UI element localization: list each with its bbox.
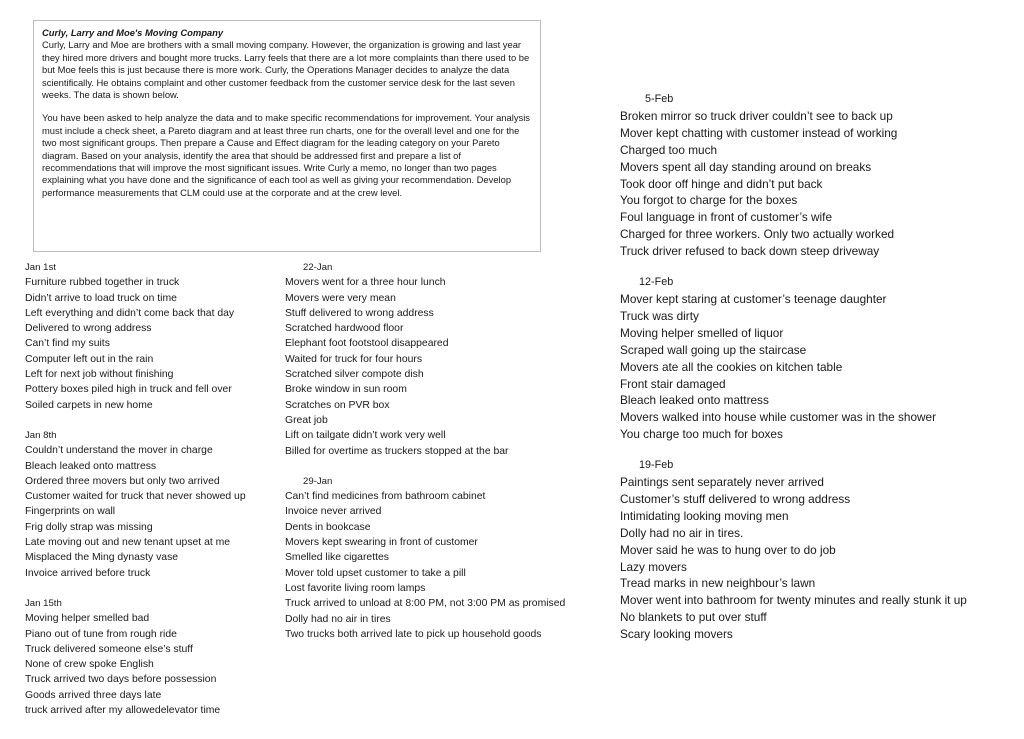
complaint-item: Mover told upset customer to take a pill — [285, 567, 466, 579]
complaint-item: Tread marks in new neighbour’s lawn — [620, 576, 816, 591]
complaint-item: Bleach leaked onto mattress — [25, 460, 157, 472]
intro-title: Curly, Larry and Moe's Moving Company — [42, 27, 224, 38]
complaint-item: Front stair damaged — [620, 376, 726, 391]
complaint-item: Truck was dirty — [620, 308, 699, 323]
complaint-item: Mover kept chatting with customer instead of working — [620, 125, 898, 140]
complaint-item: Invoice never arrived — [285, 506, 382, 518]
week-heading: 19-Feb — [639, 459, 674, 472]
complaint-item: Left everything and didn’t come back that day — [25, 307, 235, 319]
complaint-item: Elephant foot footstool disappeared — [285, 338, 449, 350]
intro-paragraph-2: You have been asked to help analyze the data and to make specific recommendations for improvement. Your analysis must include a check sheet, a Pareto diagram and at least three run charts, one for the overall level and one for the two most significant groups. Then prepare a Cause and Effect diagram for the leading category on your Pareto diagram. Based on your analysis, identify the area that should be addressed first and prepare a list of recommendations that will improve the most significant issues. Write Curly a memo, no longer than two pages explaining what you have done and the significance of each tool as well as giving your recommendation. Develop performance measurements that CLM could use at the corporate and at the crew level. — [42, 112, 530, 198]
complaint-item: Dents in bookcase — [285, 521, 371, 533]
complaint-item: Foul language in front of customer’s wife — [620, 210, 833, 225]
week-heading: Jan 8th — [25, 429, 57, 441]
week-group-feb12 — [620, 274, 1020, 443]
complaint-item: Movers went for a three hour lunch — [285, 277, 446, 289]
complaint-item: Dolly had no air in tires. — [620, 525, 744, 540]
complaint-item: Late moving out and new tenant upset at me — [25, 537, 231, 549]
week-heading: 12-Feb — [639, 276, 674, 289]
complaint-item: Broke window in sun room — [285, 384, 407, 396]
week-heading: Jan 1st — [25, 262, 56, 273]
complaint-item: Didn’t arrive to load truck on time — [25, 292, 177, 304]
column-1 — [25, 260, 275, 718]
complaint-item: Furniture rubbed together in truck — [25, 277, 180, 289]
complaint-item: Lazy movers — [620, 559, 687, 574]
complaint-item: Ordered three movers but only two arrived — [25, 475, 220, 487]
week-group-feb5 — [620, 91, 1020, 260]
complaint-item: Smelled like cigarettes — [285, 552, 389, 564]
complaint-item: Billed for overtime as truckers stopped at the bar — [285, 445, 509, 457]
complaint-item: Two trucks both arrived late to pick up household goods — [285, 628, 542, 640]
week-group-jan29 — [285, 474, 595, 642]
complaint-item: You forgot to charge for the boxes — [620, 193, 798, 208]
week-group-jan1 — [25, 260, 275, 413]
complaint-item: Truck driver refused to back down steep driveway — [620, 244, 880, 259]
complaint-item: Delivered to wrong address — [25, 323, 152, 335]
complaint-item: Movers kept swearing in front of customer — [285, 537, 478, 549]
complaint-item: Waited for truck for four hours — [285, 353, 423, 365]
complaint-item: Customer’s stuff delivered to wrong address — [620, 491, 851, 506]
complaint-item: Goods arrived three days late — [25, 689, 162, 701]
complaint-item: Scratches on PVR box — [285, 399, 390, 411]
week-group-jan8 — [25, 428, 275, 581]
complaint-item: None of crew spoke English — [25, 659, 154, 671]
week-group-jan15 — [25, 596, 275, 718]
week-heading: 5-Feb — [645, 93, 674, 105]
intro-paragraph-1: Curly, Larry and Moe are brothers with a small moving company. However, the organization is growing and last year they hired more drivers and bought more trucks. Larry feels that there are a lot more complaints than there used to be but Moe feels this is just because there is more work. Curly, the Operations Manager decides to analyze the data scientifically. He obtains complaint and other customer feedback from the customer service desk for the last seven weeks. The data is shown below. — [42, 39, 530, 101]
complaint-item: You charge too much for boxes — [620, 427, 783, 442]
complaint-item: Fingerprints on wall — [25, 506, 116, 518]
complaint-item: Dolly had no air in tires — [285, 613, 391, 625]
complaint-item: Piano out of tune from rough ride — [25, 628, 177, 640]
complaint-item: Can’t find medicines from bathroom cabinet — [285, 491, 486, 503]
complaint-item: Intimidating looking moving men — [620, 508, 789, 523]
week-heading: 22-Jan — [303, 262, 333, 273]
complaint-item: Scratched hardwood floor — [285, 323, 404, 335]
week-group-jan22 — [285, 260, 595, 459]
complaint-item: Charged too much — [620, 142, 718, 157]
complaint-item: Scraped wall going up the staircase — [620, 342, 807, 357]
complaint-item: Took door off hinge and didn’t put back — [620, 176, 823, 191]
complaint-item: Movers walked into house while customer was in the shower — [620, 410, 937, 425]
complaint-item: Truck delivered someone else’s stuff — [25, 643, 193, 655]
complaint-item: Scratched silver compote dish — [285, 369, 424, 381]
complaint-item: Moving helper smelled of liquor — [620, 325, 784, 340]
complaint-item: Can’t find my suits — [25, 338, 110, 350]
complaint-item: Lift on tailgate didn’t work very well — [285, 430, 446, 442]
complaint-item: Paintings sent separately never arrived — [620, 475, 824, 490]
complaint-item: truck arrived after my allowedelevator time — [25, 705, 221, 717]
complaint-item: Movers spent all day standing around on breaks — [620, 159, 872, 174]
column-3 — [620, 91, 1020, 643]
week-heading: 29-Jan — [303, 475, 333, 487]
complaint-item: Bleach leaked onto mattress — [620, 393, 769, 408]
complaint-item: Lost favorite living room lamps — [285, 582, 426, 594]
complaint-item: Computer left out in the rain — [25, 353, 154, 365]
complaint-item: Movers were very mean — [285, 292, 396, 304]
complaint-item: Frig dolly strap was missing — [25, 521, 153, 533]
complaint-item: Soiled carpets in new home — [25, 399, 153, 411]
complaint-item: Customer waited for truck that never showed up — [25, 491, 246, 503]
complaint-item: Charged for three workers. Only two actually worked — [620, 227, 895, 242]
complaint-item: Truck arrived to unload at 8:00 PM, not 3:00 PM as promised — [285, 598, 566, 610]
complaint-item: Broken mirror so truck driver couldn’t see to back up — [620, 108, 893, 123]
assignment-intro-box — [33, 20, 541, 252]
complaint-item: Stuff delivered to wrong address — [285, 307, 434, 319]
complaint-item: Couldn’t understand the mover in charge — [25, 445, 213, 457]
complaint-item: Truck arrived two days before possession — [25, 674, 217, 686]
complaint-item: Great job — [285, 414, 328, 426]
complaint-item: Moving helper smelled bad — [25, 613, 150, 625]
complaint-item: Pottery boxes piled high in truck and fell over — [25, 384, 232, 396]
complaint-item: No blankets to put over stuff — [620, 610, 767, 625]
complaint-item: Invoice arrived before truck — [25, 567, 151, 579]
week-heading: Jan 15th — [25, 597, 62, 609]
week-group-feb19 — [620, 457, 1020, 643]
complaint-item: Misplaced the Ming dynasty vase — [25, 552, 179, 564]
complaint-item: Mover went into bathroom for twenty minutes and really stunk it up — [620, 593, 967, 608]
complaint-item: Left for next job without finishing — [25, 369, 174, 381]
complaint-item: Scary looking movers — [620, 627, 733, 642]
complaint-item: Movers ate all the cookies on kitchen table — [620, 359, 843, 374]
complaint-item: Mover said he was to hung over to do job — [620, 542, 836, 557]
complaint-item: Mover kept staring at customer’s teenage daughter — [620, 291, 887, 306]
column-2 — [285, 260, 595, 642]
